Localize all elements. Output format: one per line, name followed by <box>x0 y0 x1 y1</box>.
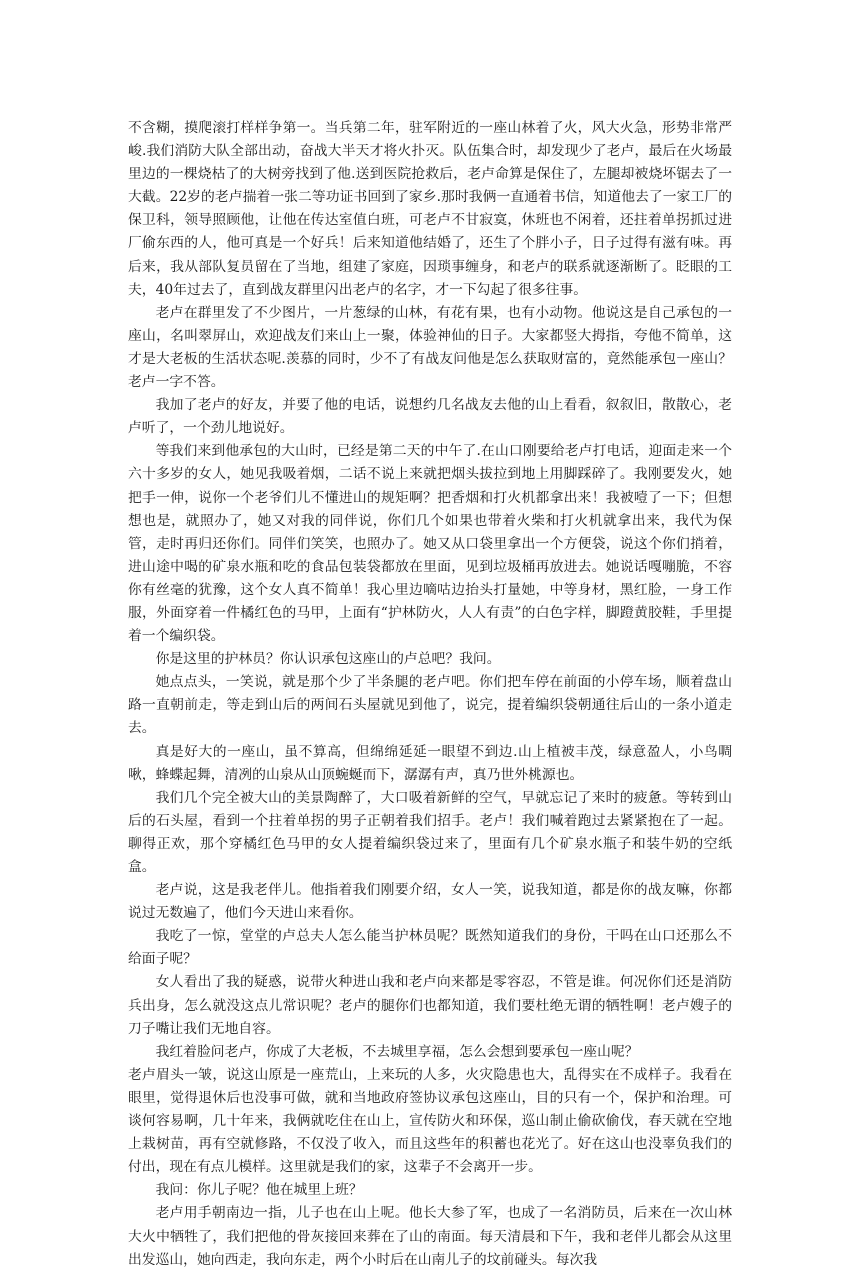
paragraph-2: 老卢在群里发了不少图片，一片葱绿的山林，有花有果，也有小动物。他说这是自己承包的一座山，名叫翠屏山，欢迎战友们来山上一聚，体验神仙的日子。大家都竖大拇指，夸他不简单，这才是大老板的生活状态呢.羡慕的同时，少不了有战友问他是怎么获取财富的，竟然能承包一座山？老卢一字不答。 <box>128 304 732 391</box>
paragraph-3: 我加了老卢的好友，并要了他的电话，说想约几名战友去他的山上看看，叙叙旧，散散心，老卢听了，一个劲儿地说好。 <box>128 397 732 437</box>
paragraph-14: 我问：你儿子呢？他在城里上班？ <box>155 1182 363 1199</box>
document-page <box>128 117 732 1272</box>
paragraph-5: 你是这里的护林员？你认识承包这座山的卢总吧？我问。 <box>155 651 501 668</box>
paragraph-13: 老卢眉头一皱，说这山原是一座荒山，上来玩的人多，火灾隐患也大，乱得实在不成样子。我看在眼里，觉得退休后也没事可做，就和当地政府签协议承包这座山，目的只有一个，保护和治理。可谈何容易啊，几十年来，我俩就吃住在山上，宣传防火和环保，巡山制止偷砍偷伐，春天就在空地上栽树苗，再有空就修路，不仅没了收入，而且这些年的积蓄也花光了。好在这山也没辜负我们的付出，现在有点儿模样。这里就是我们的家，这辈子不会离开一步。 <box>128 1066 732 1176</box>
paragraph-12: 我红着脸问老卢，你成了大老板，不去城里享福，怎么会想到要承包一座山呢？ <box>155 1043 639 1060</box>
paragraph-7: 真是好大的一座山，虽不算高，但绵绵延延一眼望不到边.山上植被丰茂，绿意盈人，小鸟啁啾，蜂蝶起舞，清冽的山泉从山顶蜿蜒而下，潺潺有声，真乃世外桃源也。 <box>128 743 732 783</box>
paragraph-9: 老卢说，这是我老伴儿。他指着我们刚要介绍，女人一笑，说我知道，都是你的战友嘛，你都说过无数遍了，他们今天进山来看你。 <box>128 882 732 922</box>
paragraph-10: 我吃了一惊，堂堂的卢总夫人怎么能当护林员呢？既然知道我们的身份，干吗在山口还那么不给面子呢？ <box>128 928 732 968</box>
paragraph-8: 我们几个完全被大山的美景陶醉了，大口吸着新鲜的空气，早就忘记了来时的疲惫。等转到山后的石头屋，看到一个拄着单拐的男子正朝着我们招手。老卢！我们喊着跑过去紧紧抱在了一起。聊得正欢，那个穿橘红色马甲的女人提着编织袋过来了，里面有几个矿泉水瓶子和装牛奶的空纸盒。 <box>128 789 732 875</box>
paragraph-15: 老卢用手朝南边一指，儿子也在山上呢。他长大参了军，也成了一名消防员，后来在一次山林大火中牺牲了，我们把他的骨灰接回来葬在了山的南面。每天清晨和下午，我和老伴儿都会从这里出发巡山，她向西走，我向东走，两个小时后在山南儿子的坟前碰头。每次我 <box>128 1205 732 1268</box>
paragraph-1: 不含糊，摸爬滚打样样争第一。当兵第二年，驻军附近的一座山林着了火，风大火急，形势非常严峻.我们消防大队全部出动，奋战大半天才将火扑灭。队伍集合时，却发现少了老卢，最后在火场最里边的一棵烧枯了的大树旁找到了他.送到医院抢救后，老卢命算是保住了，左腿却被烧坏锯去了一大截。22岁的老卢揣着一张二等功证书回到了家乡.那时我俩一直通着书信，知道他去了一家工厂的保卫科，领导照顾他，让他在传达室值白班，可老卢不甘寂寞，休班也不闲着，还拄着单拐抓过进厂偷东西的人，他可真是一个好兵！后来知道他结婚了，还生了个胖小子，日子过得有滋有味。再后来，我从部队复员留在了当地，组建了家庭，因琐事缠身，和老卢的联系就逐渐断了。眨眼的工夫，40年过去了，直到战友群里闪出老卢的名字，才一下勾起了很多往事。 <box>128 120 732 298</box>
paragraph-4: 等我们来到他承包的大山时，已经是第二天的中午了.在山口刚要给老卢打电话，迎面走来一个六十多岁的女人，她见我吸着烟，二话不说上来就把烟头拔拉到地上用脚踩碎了。我刚要发火，她把手一伸，说你一个老爷们儿不懂进山的规矩啊？把香烟和打火机都拿出来！我被噎了一下；但想想也是，就照办了，她又对我的同伴说，你们几个如果也带着火柴和打火机就拿出来，我代为保管，走时再归还你们。同伴们笑笑，也照办了。她又从口袋里拿出一个方便袋，说这个你们捎着，进山途中喝的矿泉水瓶和吃的食品包装袋都放在里面，见到垃圾桶再放进去。她说话嘎嘣脆，不容你有丝毫的犹豫，这个女人真不简单！我心里边嘀咕边抬头打量她，中等身材，黑红脸，一身工作服，外面穿着一件橘红色的马甲，上面有“护林防火，人人有责”的白色字样，脚蹬黄胶鞋，手里提着一个编织袋。 <box>128 443 732 645</box>
paragraph-6: 她点点头，一笑说，就是那个少了半条腿的老卢吧。你们把车停在前面的小停车场，顺着盘山路一直朝前走，等走到山后的两间石头屋就见到他了，说完，提着编织袋朝通往后山的一条小道走去。 <box>128 674 732 737</box>
paragraph-11: 女人看出了我的疑惑，说带火种进山我和老卢向来都是零容忍，不管是谁。何况你们还是消防兵出身，怎么就没这点儿常识呢？老卢的腿你们也都知道，我们要杜绝无谓的牺牲啊！老卢嫂子的刀子嘴让我们无地自容。 <box>128 974 732 1037</box>
